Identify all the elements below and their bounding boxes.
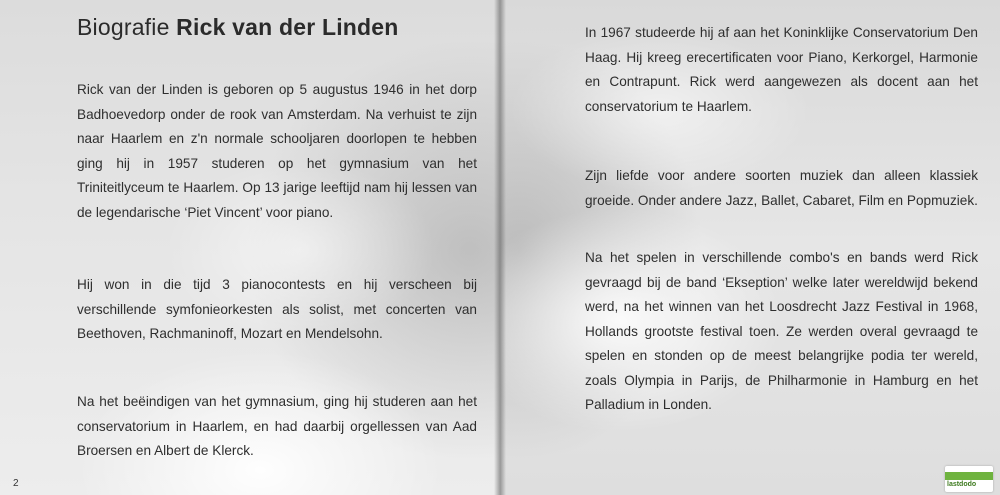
- right-paragraph-1: In 1967 studeerde hij af aan het Koninklijke Conservatorium Den Haag. Hij kreeg erecertificaten voor Piano, Kerkorgel, Harmonie en Contrapunt. Rick werd aangewezen als docent aan het conservatorium te Haarlem.: [585, 25, 978, 114]
- right-page: [500, 0, 1000, 495]
- page-number-left: 2: [13, 478, 19, 489]
- watermark-text: lastdodo: [947, 481, 977, 488]
- left-paragraph-3: Na het beëindigen van het gymnasium, ging hij studeren aan het conservatorium in Haarlem, en had daarbij orgellessen van Aad Broersen en Albert de Klerck.: [77, 394, 477, 458]
- right-paragraph-2: Zijn liefde voor andere soorten muziek dan alleen klassiek groeide. Onder andere Jazz, Ballet, Cabaret, Film en Popmuziek.: [585, 168, 978, 208]
- watermark-band: [945, 472, 993, 480]
- book-gutter: [494, 0, 506, 495]
- title-name: Rick van der Linden: [176, 14, 399, 40]
- title-prefix: Biografie: [77, 14, 177, 40]
- left-paragraph-2: Hij won in die tijd 3 pianocontests en hij verscheen bij verschillende symfonieorkesten als solist, met concerten van Beethoven, Rachmaninoff, Mozart en Mendelsohn.: [77, 277, 477, 341]
- page-title: [77, 14, 399, 41]
- right-paragraph-3: Na het spelen in verschillende combo's en bands werd Rick gevraagd bij de band ‘Ekseption’ welke later wereldwijd bekend werd, na het winnen van het Loosdrecht Jazz Festival in 1968, Hollands grootste festival toen. Ze werden overal gevraagd te spelen en stonden op de meest belangrijke podia ter wereld, zoals Olympia in Parijs, de Philharmonie in Hamburg en het Palladium in Londen.: [585, 250, 978, 412]
- left-paragraph-1: Rick van der Linden is geboren op 5 augustus 1946 in het dorp Badhoevedorp onder de rook van Amsterdam. Na verhuist te zijn naar Haarlem en z'n normale schooljaren doorlopen te hebben ging hij in 1957 studeren op het gymnasium van het Triniteitlyceum te Haarlem. Op 13 jarige leeftijd nam hij lessen van de legendarische ‘Piet Vincent’ voor piano.: [77, 82, 477, 220]
- watermark-logo: [945, 466, 993, 492]
